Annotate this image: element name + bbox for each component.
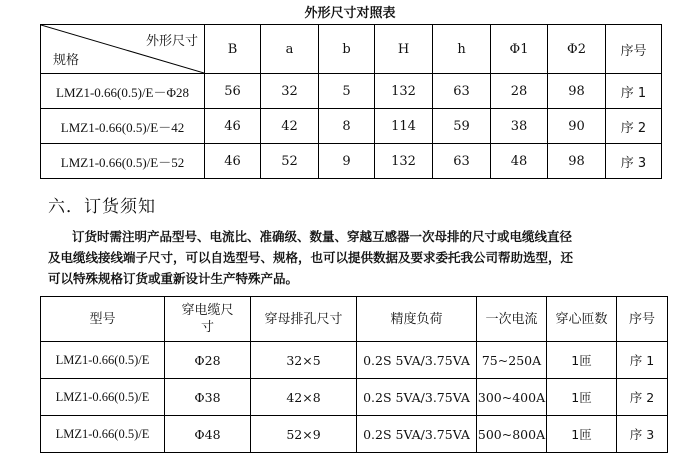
- cell-seq: 序 2: [606, 109, 662, 144]
- cell-seq: 序 3: [606, 144, 662, 179]
- row-model: LMZ1-0.66(0.5)/E－42: [41, 109, 205, 144]
- cell-turns: 1匝: [547, 416, 617, 453]
- cell-h: 63: [433, 144, 491, 179]
- paragraph-line: 订货时需注明产品型号、电流比、准确级、数量、穿越互感器一次母排的尺寸或电缆线直径: [72, 229, 573, 244]
- table-row: [41, 416, 668, 453]
- cell-primary-current: 500~800A: [477, 416, 547, 453]
- header-cable-size: [165, 297, 251, 342]
- header-H: H: [375, 25, 433, 74]
- cell-accuracy-load: 0.2S 5VA/3.75VA: [357, 342, 477, 379]
- cell-busbar-size: 32×5: [251, 342, 357, 379]
- cell-seq: 序 3: [617, 416, 668, 453]
- cell-H: 132: [375, 74, 433, 109]
- cell-phi2: 98: [548, 74, 606, 109]
- cell-B: 46: [205, 109, 261, 144]
- cell-B: 56: [205, 74, 261, 109]
- corner-header-top: 外形尺寸: [145, 34, 198, 49]
- cell-a: 52: [261, 144, 319, 179]
- header-seq: 序号: [606, 25, 662, 74]
- cell-b: 8: [319, 109, 375, 144]
- cell-busbar-size: 52×9: [251, 416, 357, 453]
- table-row: [41, 379, 668, 416]
- cell-model: LMZ1-0.66(0.5)/E: [41, 416, 165, 453]
- section-heading: 六．订货须知: [48, 197, 156, 217]
- cell-busbar-size: 42×8: [251, 379, 357, 416]
- cell-turns: 1匝: [547, 379, 617, 416]
- order-table-header: [41, 297, 668, 342]
- cell-b: 5: [319, 74, 375, 109]
- order-table: [40, 296, 668, 453]
- cell-model: LMZ1-0.66(0.5)/E: [41, 379, 165, 416]
- cell-B: 46: [205, 144, 261, 179]
- header-busbar-size-label: 穿母排孔尺寸: [264, 311, 343, 327]
- header-B: B: [205, 25, 261, 74]
- cell-H: 132: [375, 144, 433, 179]
- cell-accuracy-load: 0.2S 5VA/3.75VA: [357, 379, 477, 416]
- cell-cable-size: Φ48: [165, 416, 251, 453]
- cell-b: 9: [319, 144, 375, 179]
- cell-cable-size: Φ38: [165, 379, 251, 416]
- header-phi1: Φ1: [491, 25, 548, 74]
- cell-phi2: 98: [548, 144, 606, 179]
- cell-cable-size: Φ28: [165, 342, 251, 379]
- paragraph-line: 可以特殊规格订货或重新设计生产特殊产品。: [48, 271, 299, 286]
- cell-a: 42: [261, 109, 319, 144]
- page-title: 外形尺寸对照表: [304, 6, 396, 21]
- cell-primary-current: 75~250A: [477, 342, 547, 379]
- cell-turns: 1匝: [547, 342, 617, 379]
- cell-primary-current: 300~400A: [477, 379, 547, 416]
- ordering-paragraph: [48, 226, 668, 289]
- row-model: LMZ1-0.66(0.5)/E－Φ28: [41, 74, 205, 109]
- header-a: a: [261, 25, 319, 74]
- dimension-table-header: [41, 25, 662, 74]
- cell-model: LMZ1-0.66(0.5)/E: [41, 342, 165, 379]
- corner-header-bottom: 规格: [53, 53, 80, 68]
- cell-seq: 序 1: [617, 342, 668, 379]
- corner-header-cell: [41, 25, 205, 74]
- cell-a: 32: [261, 74, 319, 109]
- header-phi2: Φ2: [548, 25, 606, 74]
- header-primary-current: 一次电流: [477, 297, 547, 342]
- table-row: [41, 144, 662, 179]
- header-model: 型号: [41, 297, 165, 342]
- paragraph-line: 及电缆线接线端子尺寸，可以自选型号、规格，也可以提供数据及要求委托我公司帮助选型，还: [48, 250, 574, 265]
- cell-h: 63: [433, 74, 491, 109]
- header-busbar-size: [251, 297, 357, 342]
- cell-phi1: 38: [491, 109, 548, 144]
- dimension-table: [40, 24, 662, 179]
- cell-phi1: 28: [491, 74, 548, 109]
- header-h: h: [433, 25, 491, 74]
- cell-seq: 序 1: [606, 74, 662, 109]
- cell-accuracy-load: 0.2S 5VA/3.75VA: [357, 416, 477, 453]
- header-cable-size-label: 穿电缆尺寸: [181, 303, 234, 335]
- cell-seq: 序 2: [617, 379, 668, 416]
- cell-h: 59: [433, 109, 491, 144]
- table-row: [41, 342, 668, 379]
- header-turns: 穿心匝数: [547, 297, 617, 342]
- table-row: [41, 74, 662, 109]
- cell-H: 114: [375, 109, 433, 144]
- row-model: LMZ1-0.66(0.5)/E－52: [41, 144, 205, 179]
- header-b: b: [319, 25, 375, 74]
- cell-phi1: 48: [491, 144, 548, 179]
- table-row: [41, 109, 662, 144]
- header-accuracy-load: 精度负荷: [357, 297, 477, 342]
- header-seq: 序号: [617, 297, 668, 342]
- cell-phi2: 90: [548, 109, 606, 144]
